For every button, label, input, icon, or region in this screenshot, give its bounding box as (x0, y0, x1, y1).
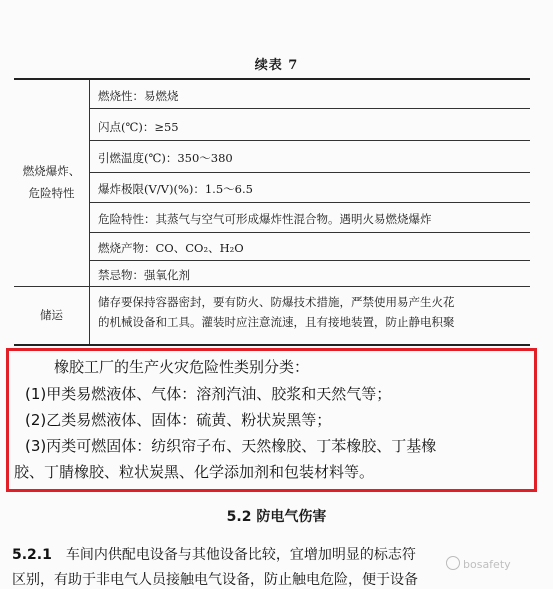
watermark-logo-icon (446, 556, 460, 570)
highlight-line-2: (1)甲类易燃液体、气体：溶剂汽油、胶浆和天然气等； (25, 385, 392, 403)
row-ignition-temp: 引燃温度(℃)：350～380 (98, 151, 233, 165)
watermark: bosafety (446, 556, 511, 571)
group-label-storage: 储运 (40, 308, 63, 322)
row-explosion-limit: 爆炸极限(V/V)(%)：1.5～6.5 (98, 182, 253, 196)
row-hazard: 危险特性：其蒸气与空气可形成爆炸性混合物。遇明火易燃烧爆炸 (98, 212, 432, 226)
clause-line-2: 区别，有助于非电气人员接触电气设备，防止触电危险，便于设备 (12, 572, 418, 588)
highlight-line-3: (2)乙类易燃液体、固体：硫黄、粉状炭黑等； (25, 411, 332, 429)
property-table (14, 78, 530, 346)
row-flash-point: 闪点(℃)：≥55 (98, 120, 179, 134)
highlight-line-5: 胶、丁腈橡胶、粒状炭黑、化学添加剂和包装材料等。 (14, 463, 375, 481)
clause-number: 5.2.1 (12, 547, 52, 563)
row-incompatible: 禁忌物：强氧化剂 (98, 268, 190, 282)
table-title: 续表 7 (254, 58, 299, 73)
row-combustion-products: 燃烧产物：CO、CO₂、H₂O (98, 241, 244, 255)
row-flammability: 燃烧性：易燃烧 (98, 89, 179, 103)
highlight-line-1: 橡胶工厂的生产火灾危险性类别分类： (54, 358, 310, 376)
highlight-line-4: (3)丙类可燃固体：纺织帘子布、天然橡胶、丁苯橡胶、丁基橡 (25, 437, 437, 455)
group-label-fire: 燃烧爆炸、 危险特性 (22, 164, 81, 200)
section-title: 5.2 防电气伤害 (226, 509, 327, 525)
column-divider (89, 80, 90, 344)
clause-line-1: 5.2.1 车间内供配电设备与其他设备比较，宜增加明显的标志符 (12, 547, 416, 563)
row-storage: 储存要保持容器密封，要有防火、防爆技术措施，严禁使用易产生火花 的机械设备和工具。灌装时应注意流速，且有接地装置，防止静电积聚 (98, 295, 455, 329)
